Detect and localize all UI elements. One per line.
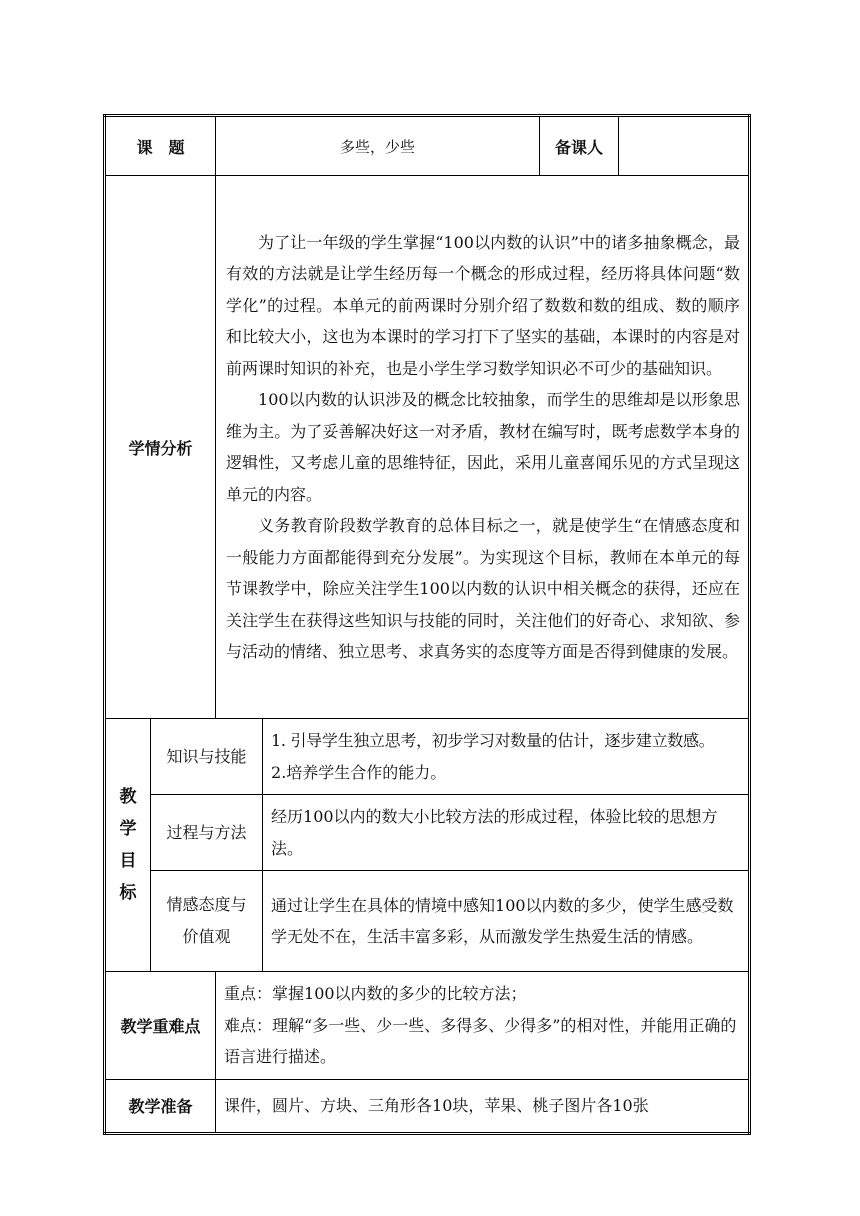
objective-process-label: 过程与方法 bbox=[151, 795, 263, 871]
objectives-label bbox=[105, 719, 151, 972]
analysis-label: 学情分析 bbox=[105, 176, 216, 719]
preparation-row bbox=[105, 1079, 750, 1133]
objective-knowledge-label: 知识与技能 bbox=[151, 719, 263, 795]
objectives-label-char: 标 bbox=[119, 883, 137, 903]
analysis-paragraph: 义务教育阶段数学教育的总体目标之一，就是使学生“在情感态度和一般能力方面都能得到充分发展”。为实现这个目标，教师在本单元的每节课教学中，除应关注学生100以内数的认识中相关概念的获得，还应在关注学生在获得这些知识与技能的同时，关注他们的好奇心、求知欲、参与活动的情绪、独立思考、求真务实的态度等方面是否得到健康的发展。 bbox=[226, 516, 741, 661]
topic-label: 课 题 bbox=[105, 116, 216, 176]
analysis-paragraph: 为了让一年级的学生掌握“100以内数的认识”中的诸多抽象概念，最有效的方法就是让学生经历每一个概念的形成过程，经历将具体问题“数学化”的过程。本单元的前两课时分别介绍了数数和数的组成、数的顺序和比较大小，这也为本课时的学习打下了坚实的基础，本课时的内容是对前两课时知识的补充，也是小学生学习数学知识必不可少的基础知识。 bbox=[226, 232, 741, 378]
key-point-line: 重点：掌握100以内数的多少的比较方法； bbox=[224, 984, 527, 1003]
objective-process-text: 经历100以内的数大小比较方法的形成过程，体验比较的思想方法。 bbox=[263, 795, 750, 871]
objective-line: 2.培养学生合作的能力。 bbox=[271, 762, 447, 782]
header-row bbox=[105, 116, 750, 176]
objective-row-process bbox=[105, 795, 750, 871]
preparer-value bbox=[619, 116, 750, 176]
objective-attitude-text: 通过让学生在具体的情境中感知100以内数的多少，使学生感受数学无处不在，生活丰富多彩，从而激发学生热爱生活的情感。 bbox=[263, 871, 750, 972]
objective-attitude-label-line: 情感态度与 bbox=[166, 895, 247, 914]
key-point-line: 难点：理解“多一些、少一些、多得多、少得多”的相对性，并能用正确的语言进行描述。 bbox=[224, 1015, 737, 1066]
objectives-label-char: 学 bbox=[119, 819, 137, 839]
analysis-row bbox=[105, 176, 750, 719]
preparer-label: 备课人 bbox=[540, 116, 619, 176]
objective-line: 1. 引导学生独立思考，初步学习对数量的估计，逐步建立数感。 bbox=[271, 731, 715, 750]
objective-attitude-label bbox=[151, 871, 263, 972]
preparation-text: 课件，圆片、方块、三角形各10块，苹果、桃子图片各10张 bbox=[216, 1079, 750, 1133]
analysis-paragraph: 100以内数的认识涉及的概念比较抽象，而学生的思维却是以形象思维为主。为了妥善解决好这一对矛盾，教材在编写时，既考虑数学本身的逻辑性，又考虑儿童的思维特征，因此，采用儿童喜闻乐见的方式呈现这单元的内容。 bbox=[226, 390, 741, 504]
objective-attitude-label-line: 价值观 bbox=[182, 927, 231, 946]
objective-row-attitude bbox=[105, 871, 750, 972]
lesson-plan-table bbox=[103, 114, 751, 1135]
objectives-label-char: 目 bbox=[119, 851, 137, 871]
topic-value: 多些，少些 bbox=[216, 116, 540, 176]
objective-knowledge-text bbox=[263, 719, 750, 795]
key-points-row bbox=[105, 972, 750, 1080]
preparation-label: 教学准备 bbox=[105, 1079, 216, 1133]
key-points-text bbox=[216, 972, 750, 1080]
analysis-content bbox=[216, 176, 750, 719]
key-points-label: 教学重难点 bbox=[105, 972, 216, 1080]
objectives-label-char: 教 bbox=[119, 787, 137, 807]
objective-row-knowledge bbox=[105, 719, 750, 795]
